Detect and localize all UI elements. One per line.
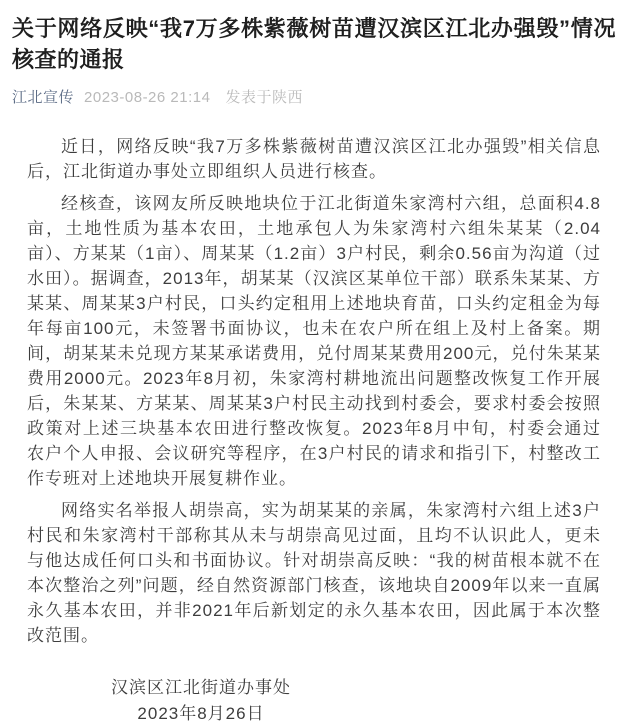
publish-location: 发表于陕西 [225, 89, 303, 106]
account-name-link[interactable]: 江北宣传 [12, 89, 75, 106]
paragraph-verification-details: 经核查，该网友所反映地块位于江北街道朱家湾村六组，总面积4.8亩，土地性质为基本农田，土地承包人为朱家湾村六组朱某某（2.04亩）、方某某（1亩）、周某某（1.2亩）3户村民，剩余0.56亩为沟道（过水田）。据调查，2013年，胡某某（汉滨区某单位干部）联系朱某某、方某某、周某某3户村民，口头约定租用上述地块育苗，口头约定租金为每年每亩100元，未签署书面协议，也未在农户所在组上及村上备案。期间，胡某某未兑现方某某承诺费用，兑付周某某费用200元，兑付朱某某费用2000元。2023年8月初，朱家湾村耕地流出问题整改恢复工作开展后，朱某某、方某某、周某某3户村民主动找到村委会，要求村委会按照政策对上述三块基本农田进行整改恢复。2023年8月中旬，村委会通过农户个人申报、会议研究等程序，在3户村民的请求和指引下，村整改工作专班对上述地块开展复耕作业。 [27, 194, 601, 488]
paragraph-reporter-findings: 网络实名举报人胡崇高，实为胡某某的亲属，朱家湾村六组上述3户村民和朱家湾村干部称其从未与胡崇高见过面，且均不认识此人，更未与他达成任何口头和书面协议。针对胡崇高反映：“我的树苗根本就不在本次整治之列”问题，经自然资源部门核查，该地块自2009年以来一直属永久基本农田，并非2021年后新划定的永久基本农田，因此属于本次整改范围。 [27, 501, 601, 645]
signature-block [111, 675, 291, 727]
article-body [12, 134, 616, 727]
signature-organization: 汉滨区江北街道办事处 [111, 678, 291, 697]
publish-timestamp: 2023-08-26 21:14 [84, 89, 211, 106]
paragraph-intro: 近日，网络反映“我7万多株紫薇树苗遭汉滨区江北办强毁”相关信息后，江北街道办事处立即组织人员进行核查。 [27, 137, 601, 181]
signature-date: 2023年8月26日 [137, 704, 265, 723]
article-title: 关于网络反映“我7万多株紫薇树苗遭汉滨区江北办强毁”情况核查的通报 [12, 16, 616, 72]
byline [12, 86, 616, 107]
